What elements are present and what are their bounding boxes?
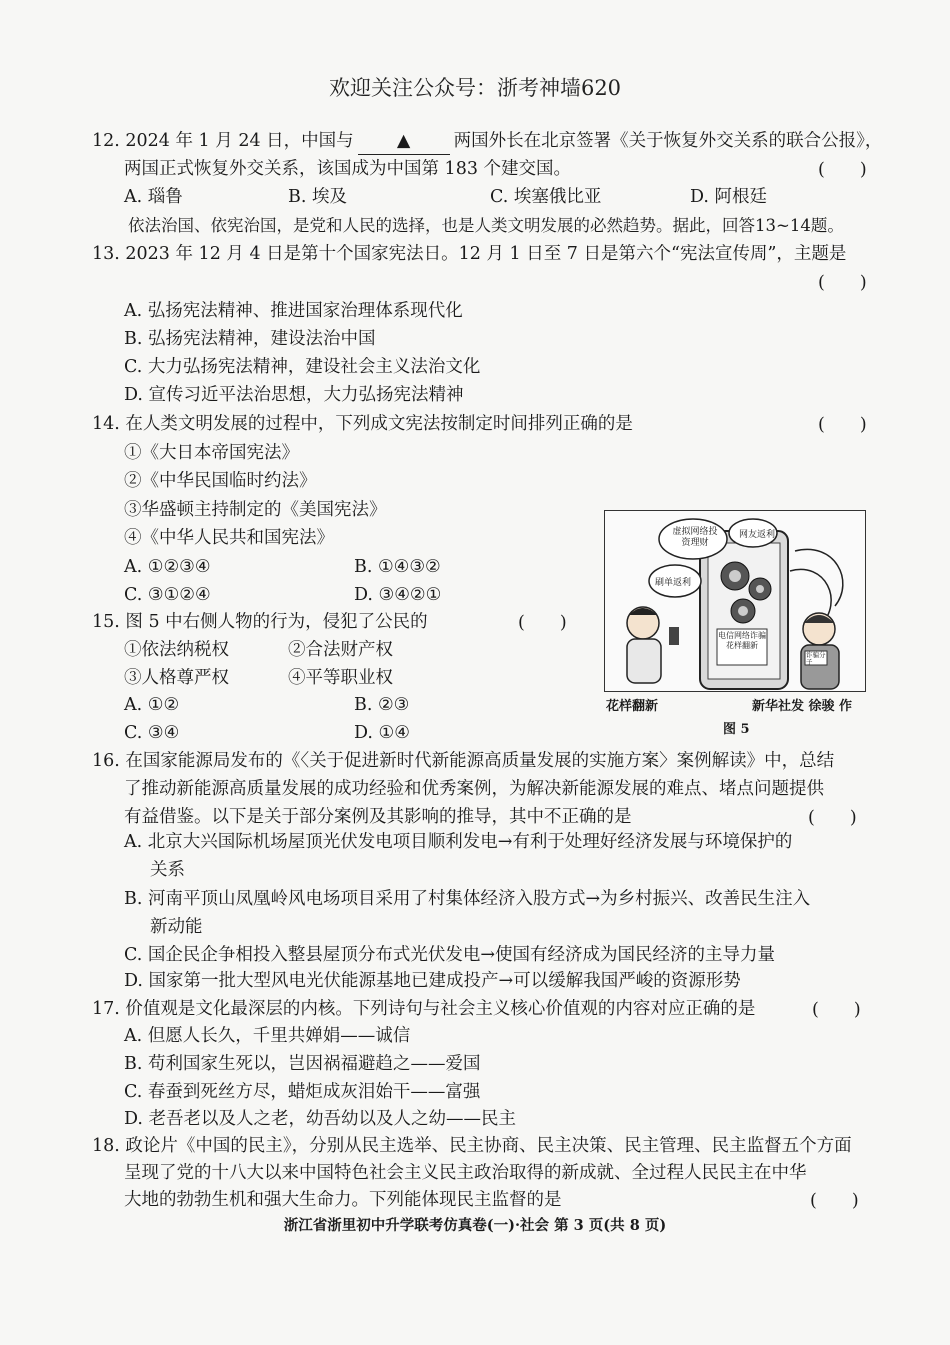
lead-13-14: 依法治国、依宪治国，是党和人民的选择，也是人类文明发展的必然趋势。据此，回答13~14题。: [128, 216, 844, 235]
q13-answer-paren: ( ): [818, 273, 867, 293]
q15-item-4: ④平等职业权: [288, 668, 393, 688]
q15-stem: 15. 图 5 中右侧人物的行为，侵犯了公民的: [92, 612, 428, 632]
q17-answer-paren: ( ): [812, 1000, 861, 1020]
q13-stem: 13. 2023 年 12 月 4 日是第十个国家宪法日。12 月 1 日至 7 日是第六个“宪法宣传周”，主题是: [92, 244, 847, 264]
q12-stem-a: 12. 2024 年 1 月 24 日，中国与: [92, 131, 354, 151]
q16-option-a-1: A. 北京大兴国际机场屋顶光伏发电项目顺利发电→有利于处理好经济发展与环境保护的: [124, 832, 793, 852]
q15-item-1: ①依法纳税权: [124, 640, 229, 660]
q15-answer-paren: ( ): [518, 613, 567, 633]
q14-option-d: D. ③④②①: [354, 585, 442, 605]
q14-option-a: A. ①②③④: [124, 557, 211, 577]
q12-option-d: D. 阿根廷: [690, 187, 768, 207]
cartoon-illustration: [605, 511, 865, 691]
q14-item-4: ④《中华人民共和国宪法》: [124, 528, 334, 548]
q12-option-a: A. 瑙鲁: [124, 187, 183, 207]
q15-option-d: D. ①④: [354, 723, 410, 743]
bubble-3: 刷单返利: [655, 578, 692, 588]
q16-answer-paren: ( ): [808, 808, 857, 828]
q14-stem: 14. 在人类文明发展的过程中，下列成文宪法按制定时间排列正确的是: [92, 414, 633, 434]
q17-stem: 17. 价值观是文化最深层的内核。下列诗句与社会主义核心价值观的内容对应正确的是: [92, 999, 756, 1019]
figure-5-cartoon: [604, 510, 866, 692]
q14-item-1: ①《大日本帝国宪法》: [124, 443, 299, 463]
q15-option-b: B. ②③: [354, 695, 410, 715]
q17-option-d: D. 老吾老以及人之老，幼吾幼以及人之幼——民主: [124, 1109, 517, 1129]
q13-option-c: C. 大力弘扬宪法精神，建设社会主义法治文化: [124, 357, 481, 377]
scammer-badge: 诈骗分子: [806, 651, 826, 666]
q16-stem-2: 了推动新能源高质量发展的成功经验和优秀案例，为解决新能源发展的难点、堵点问题提供: [124, 779, 824, 799]
q17-option-c: C. 春蚕到死丝方尽，蜡炬成灰泪始干——富强: [124, 1082, 481, 1102]
q13-option-b: B. 弘扬宪法精神，建设法治中国: [124, 329, 376, 349]
bubble-1: 虚拟网络投资理财: [672, 527, 718, 548]
q16-option-b-2: 新动能: [150, 917, 203, 937]
q18-answer-paren: ( ): [810, 1191, 859, 1211]
figure-5-caption-right: 新华社发 徐骏 作: [752, 699, 853, 714]
q16-option-d: D. 国家第一批大型风电光伏能源基地已建成投产→可以缓解我国严峻的资源形势: [124, 971, 741, 991]
q16-option-a-2: 关系: [150, 860, 185, 880]
q15-option-c: C. ③④: [124, 723, 180, 743]
q14-item-2: ②《中华民国临时约法》: [124, 471, 317, 491]
q12-stem: [92, 128, 882, 155]
q16-option-b-1: B. 河南平顶山凤凰岭风电场项目采用了村集体经济入股方式→为乡村振兴、改善民生注入: [124, 889, 811, 909]
q13-option-a: A. 弘扬宪法精神、推进国家治理体系现代化: [124, 301, 463, 321]
q12-blank: ▲: [358, 128, 450, 155]
q14-item-3: ③华盛顿主持制定的《美国宪法》: [124, 500, 387, 520]
q12-stem-b: 两国外长在北京签署《关于恢复外交关系的联合公报》，: [453, 131, 883, 151]
q17-option-a: A. 但愿人长久，千里共婵娟——诚信: [124, 1026, 411, 1046]
q18-stem-1: 18. 政论片《中国的民主》，分别从民主选举、民主协商、民主决策、民主管理、民主监督五个方面: [92, 1136, 852, 1156]
q15-option-a: A. ①②: [124, 695, 180, 715]
q17-option-b: B. 苟利国家生死以，岂因祸福避趋之——爱国: [124, 1054, 481, 1074]
figure-5-caption-left: 花样翻新: [606, 699, 659, 714]
q16-stem-3: 有益借鉴。以下是关于部分案例及其影响的推导，其中不正确的是: [124, 807, 632, 827]
q14-option-b: B. ①④③②: [354, 557, 441, 577]
q12-option-b: B. 埃及: [288, 187, 347, 207]
page-header: 欢迎关注公众号：浙考神墙620: [328, 76, 622, 100]
q16-stem-1: 16. 在国家能源局发布的《〈关于促进新时代新能源高质量发展的实施方案〉案例解读》中，总结: [92, 751, 835, 771]
q12-answer-paren: ( ): [818, 160, 867, 180]
phone-text: 电信网络诈骗花样翻新: [718, 631, 766, 650]
page-footer: 浙江省浙里初中升学联考仿真卷(一)·社会 第 3 页(共 8 页): [283, 1217, 667, 1234]
bubble-2: 网友返利: [739, 530, 776, 540]
q16-option-c: C. 国企民企争相投入整县屋顶分布式光伏发电→使国有经济成为国民经济的主导力量: [124, 945, 776, 965]
q13-option-d: D. 宣传习近平法治思想，大力弘扬宪法精神: [124, 385, 464, 405]
q12-option-c: C. 埃塞俄比亚: [490, 187, 602, 207]
q18-stem-3: 大地的勃勃生机和强大生命力。下列能体现民主监督的是: [124, 1190, 562, 1210]
q14-option-c: C. ③①②④: [124, 585, 211, 605]
figure-5-label: 图 5: [723, 722, 750, 737]
q15-item-2: ②合法财产权: [288, 640, 393, 660]
q18-stem-2: 呈现了党的十八大以来中国特色社会主义民主政治取得的新成就、全过程人民民主在中华: [124, 1163, 807, 1183]
q12-stem-2: 两国正式恢复外交关系，该国成为中国第 183 个建交国。: [124, 159, 572, 179]
q14-answer-paren: ( ): [818, 415, 867, 435]
q15-item-3: ③人格尊严权: [124, 668, 229, 688]
